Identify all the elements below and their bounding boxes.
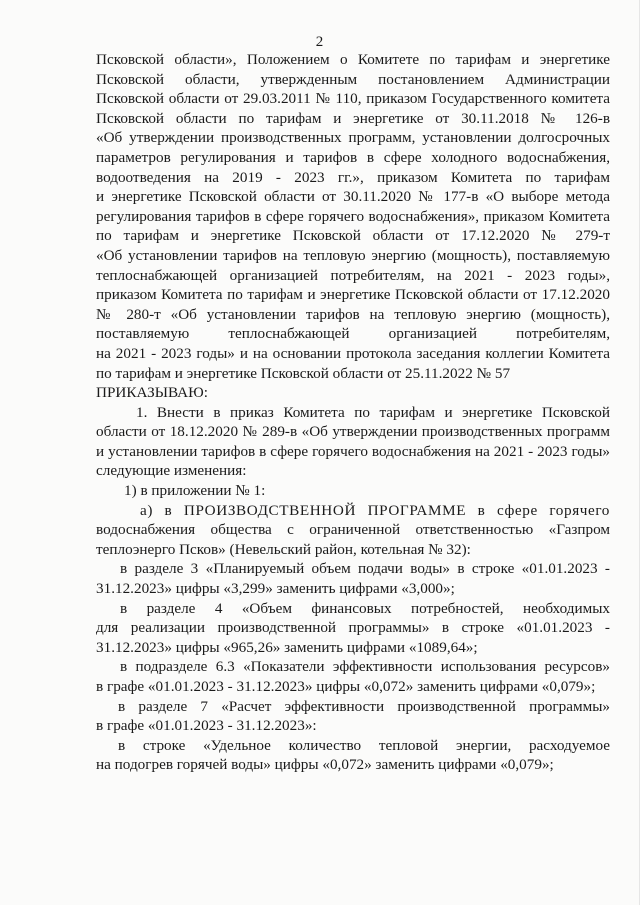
text-line: для реализации производственной программы» в строке «01.01.2023 - <box>96 619 610 637</box>
text-line: № 280-т «Об установлении тарифов на тепловую энергию (мощность), <box>96 305 610 323</box>
page-number: 2 <box>315 34 324 50</box>
order-heading: ПРИКАЗЫВАЮ: <box>96 384 208 402</box>
text-line: в графе «01.01.2023 - 31.12.2023» цифры «0,072» заменить цифрами «0,079»; <box>96 678 596 695</box>
text-line: теплоэнерго Псков» (Невельский район, котельная № 32): <box>96 540 471 558</box>
text-line: Псковской области», Положением о Комитете по тарифам и энергетике <box>96 51 610 68</box>
text-line: в разделе 4 «Объем финансовых потребностей, необходимых <box>120 599 610 617</box>
text-line: а) в ПРОИЗВОДСТВЕННОЙ ПРОГРАММЕ в сфере горячего <box>140 501 610 519</box>
text-line: в разделе 3 «Планируемый объем подачи воды» в строке «01.01.2023 - <box>120 560 610 578</box>
text-line: следующие изменения: <box>96 462 247 480</box>
text-line: и установлении тарифов в сфере горячего водоснабжения на 2021 - 2023 годы» <box>96 442 610 460</box>
text-line: регулирования тарифов в сфере горячего водоснабжения», приказом Комитета <box>96 207 610 225</box>
text-line: Псковской области от 29.03.2011 № 110, приказом Государственного комитета <box>96 90 610 108</box>
text-line: теплоснабжающей организацией потребителям, на 2021 - 2023 годы», <box>96 266 610 284</box>
text-line: поставляемую теплоснабжающей организацией потребителям, <box>96 325 610 343</box>
text-line: параметров регулирования и тарифов в сфере холодного водоснабжения, <box>96 148 610 166</box>
text-line: 31.12.2023» цифры «3,299» заменить цифрами «3,000»; <box>96 580 455 598</box>
text-line: по тарифам и энергетике Псковской области от 17.12.2020 № 279-т <box>96 227 610 245</box>
text-line: Псковской области, утвержденным постановлением Администрации <box>96 70 610 88</box>
document-body <box>96 50 610 775</box>
text-line: по тарифам и энергетике Псковской области от 25.11.2022 № 57 <box>96 364 511 382</box>
text-line: «Об установлении тарифов на тепловую энергию (мощность), поставляемую <box>96 246 610 264</box>
text-line: Псковской области по тарифам и энергетике от 30.11.2018 № 126-в <box>96 109 610 127</box>
text-line: 1) в приложении № 1: <box>124 482 266 500</box>
text-line: водоотведения на 2019 - 2023 гг.», приказом Комитета по тарифам <box>96 168 610 186</box>
text-line: приказом Комитета по тарифам и энергетике Псковской области от 17.12.2020 <box>96 286 610 304</box>
text-line: в строке «Удельное количество тепловой энергии, расходуемое <box>118 736 610 754</box>
text-line: водоснабжения общества с ограниченной ответственностью «Газпром <box>96 521 610 539</box>
text-line: и энергетике Псковской области от 30.11.2020 № 177-в «О выборе метода <box>96 188 610 206</box>
text-line: на 2021 - 2023 годы» и на основании протокола заседания коллегии Комитета <box>96 344 610 362</box>
text-line: в графе «01.01.2023 - 31.12.2023»: <box>96 717 317 735</box>
text-line: 1. Внести в приказ Комитета по тарифам и энергетике Псковской <box>136 403 610 421</box>
text-line: в разделе 7 «Расчет эффективности производственной программы» <box>118 697 610 715</box>
text-line: 31.12.2023» цифры «965,26» заменить цифрами «1089,64»; <box>96 638 478 656</box>
text-line: в подразделе 6.3 «Показатели эффективности использования ресурсов» <box>120 658 610 676</box>
text-line: «Об утверждении производственных программ, установлении долгосрочных <box>96 129 610 147</box>
text-line: на подогрев горячей воды» цифры «0,072» заменить цифрами «0,079»; <box>96 756 554 774</box>
text-line: области от 18.12.2020 № 289-в «Об утверждении производственных программ <box>96 423 610 441</box>
